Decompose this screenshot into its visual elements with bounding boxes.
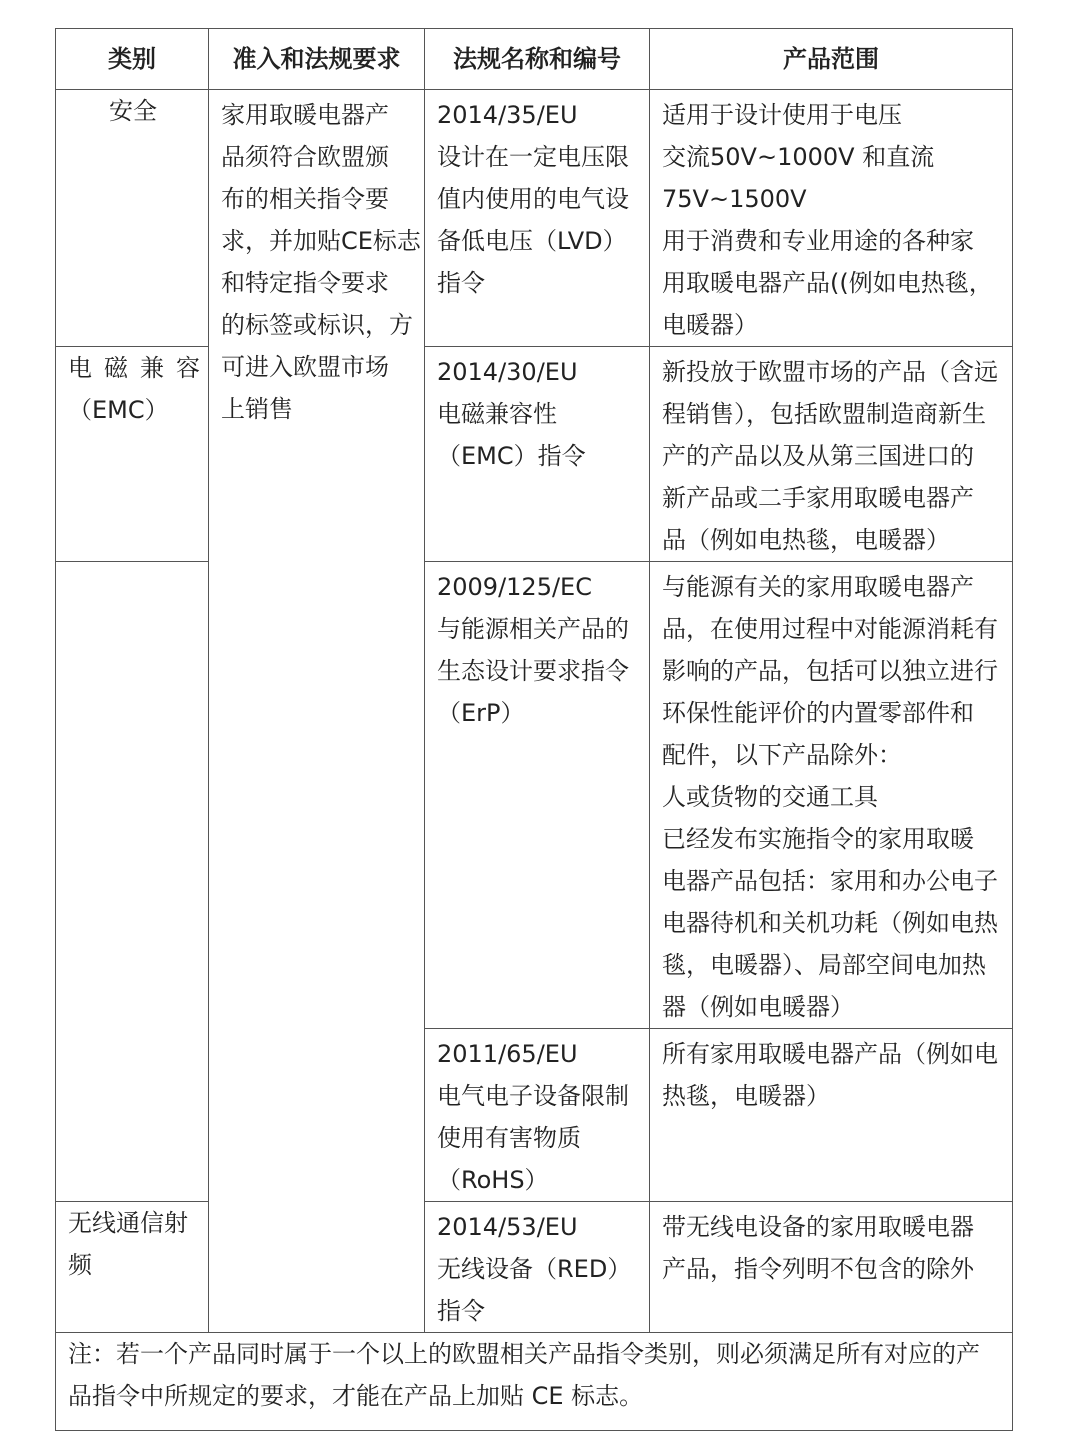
scope-line: 影响的产品，包括可以独立进行: [662, 657, 998, 685]
category-label: （EMC）: [68, 396, 169, 424]
scope-line: 人或货物的交通工具: [662, 783, 878, 811]
scope-line: 用于消费和专业用途的各种家: [662, 227, 974, 255]
category-label: 电磁兼容: [68, 354, 212, 382]
regulation-line: 使用有害物质: [437, 1124, 581, 1152]
regulation-line: 指令: [437, 1297, 485, 1325]
scope-line: 配件，以下产品除外：: [662, 741, 902, 769]
requirement-line: 品须符合欧盟颁: [221, 143, 389, 171]
regulation-line: 2014/35/EU: [437, 101, 578, 129]
regulation-line: 值内使用的电气设: [437, 185, 629, 213]
scope-line: 75V~1500V: [662, 185, 807, 213]
regulation-cell-red: [425, 1202, 650, 1333]
scope-line: 产的产品以及从第三国进口的: [662, 442, 974, 470]
regulation-line: 指令: [437, 269, 485, 297]
regulation-line: 设计在一定电压限: [437, 143, 629, 171]
scope-line: 新投放于欧盟市场的产品（含远: [662, 358, 998, 386]
regulation-line: （EMC）指令: [437, 442, 586, 470]
scope-line: 品，在使用过程中对能源消耗有: [662, 615, 998, 643]
regulation-cell-emc: [425, 347, 650, 562]
scope-line: 交流50V~1000V 和直流: [662, 143, 935, 171]
scope-cell-red: [650, 1202, 1013, 1333]
regulation-line: 2014/30/EU: [437, 358, 578, 386]
regulation-line: 电气电子设备限制: [437, 1082, 629, 1110]
category-emc: [56, 347, 212, 562]
requirements-cell: [209, 90, 425, 1333]
requirement-line: 布的相关指令要: [221, 185, 389, 213]
requirement-line: 求，并加贴CE标志: [221, 227, 421, 255]
header-category: 类别: [56, 29, 209, 90]
category-label: 频: [68, 1251, 92, 1279]
table-row: [56, 562, 1013, 1029]
scope-line: 电器待机和关机功耗（例如电热: [662, 909, 998, 937]
scope-line: 热毯，电暖器）: [662, 1082, 830, 1110]
category-safety: [56, 90, 209, 347]
requirement-line: 上销售: [221, 395, 293, 423]
regulation-line: （ErP）: [437, 699, 525, 727]
regulation-cell-erp: [425, 562, 650, 1029]
scope-line: 环保性能评价的内置零部件和: [662, 699, 974, 727]
table-row: [56, 347, 1013, 562]
note-line: 注：若一个产品同时属于一个以上的欧盟相关产品指令类别，则必须满足所有对应的产: [68, 1340, 980, 1368]
scope-cell-erp: [650, 562, 1013, 1029]
scope-line: 新产品或二手家用取暖电器产: [662, 484, 974, 512]
table-header-row: [56, 29, 1013, 90]
scope-line: 器（例如电暖器）: [662, 993, 854, 1021]
regulation-line: 生态设计要求指令: [437, 657, 629, 685]
scope-line: 电暖器）: [662, 311, 758, 339]
scope-line: 产品，指令列明不包含的除外: [662, 1255, 974, 1283]
scope-line: 适用于设计使用于电压: [662, 101, 902, 129]
note-row: [56, 1333, 1013, 1431]
header-product-scope: 产品范围: [650, 29, 1013, 90]
regulation-cell-rohs: [425, 1029, 650, 1202]
header-regulation-name: 法规名称和编号: [425, 29, 650, 90]
table-row: [56, 1202, 1013, 1333]
scope-line: 品（例如电热毯，电暖器）: [662, 526, 950, 554]
scope-cell-emc: [650, 347, 1013, 562]
header-requirements: 准入和法规要求: [209, 29, 425, 90]
note-line: 品指令中所规定的要求，才能在产品上加贴 CE 标志。: [68, 1382, 644, 1410]
scope-line: 带无线电设备的家用取暖电器: [662, 1213, 974, 1241]
table-row: [56, 90, 1013, 347]
scope-line: 毯，电暖器）、局部空间电加热: [662, 951, 986, 979]
regulation-cell-lvd: [425, 90, 650, 347]
scope-cell-rohs: [650, 1029, 1013, 1202]
regulation-line: 无线设备（RED）: [437, 1255, 632, 1283]
regulation-line: 与能源相关产品的: [437, 615, 629, 643]
regulation-line: 2014/53/EU: [437, 1213, 578, 1241]
regulation-line: 2011/65/EU: [437, 1040, 578, 1068]
regulation-line: 电磁兼容性: [437, 400, 557, 428]
note-cell: [56, 1333, 1013, 1431]
scope-line: 程销售），包括欧盟制造商新生: [662, 400, 986, 428]
regulation-line: 2009/125/EC: [437, 573, 592, 601]
scope-line: 与能源有关的家用取暖电器产: [662, 573, 974, 601]
regulation-line: （RoHS）: [437, 1166, 549, 1194]
category-label: 安全: [109, 97, 157, 125]
scope-line: 用取暖电器产品((例如电热毯，: [662, 269, 993, 297]
category-empty: [56, 562, 209, 1202]
requirement-line: 的标签或标识，方: [221, 311, 413, 339]
requirement-line: 和特定指令要求: [221, 269, 389, 297]
scope-line: 所有家用取暖电器产品（例如电: [662, 1040, 998, 1068]
scope-cell-lvd: [650, 90, 1013, 347]
requirement-line: 家用取暖电器产: [221, 101, 389, 129]
requirement-line: 可进入欧盟市场: [221, 353, 389, 381]
category-label: 无线通信射: [68, 1209, 188, 1237]
regulation-table: [55, 28, 1013, 1431]
category-radio: [56, 1202, 209, 1333]
scope-line: 已经发布实施指令的家用取暖: [662, 825, 974, 853]
regulation-line: 备低电压（LVD）: [437, 227, 627, 255]
scope-line: 电器产品包括：家用和办公电子: [662, 867, 998, 895]
